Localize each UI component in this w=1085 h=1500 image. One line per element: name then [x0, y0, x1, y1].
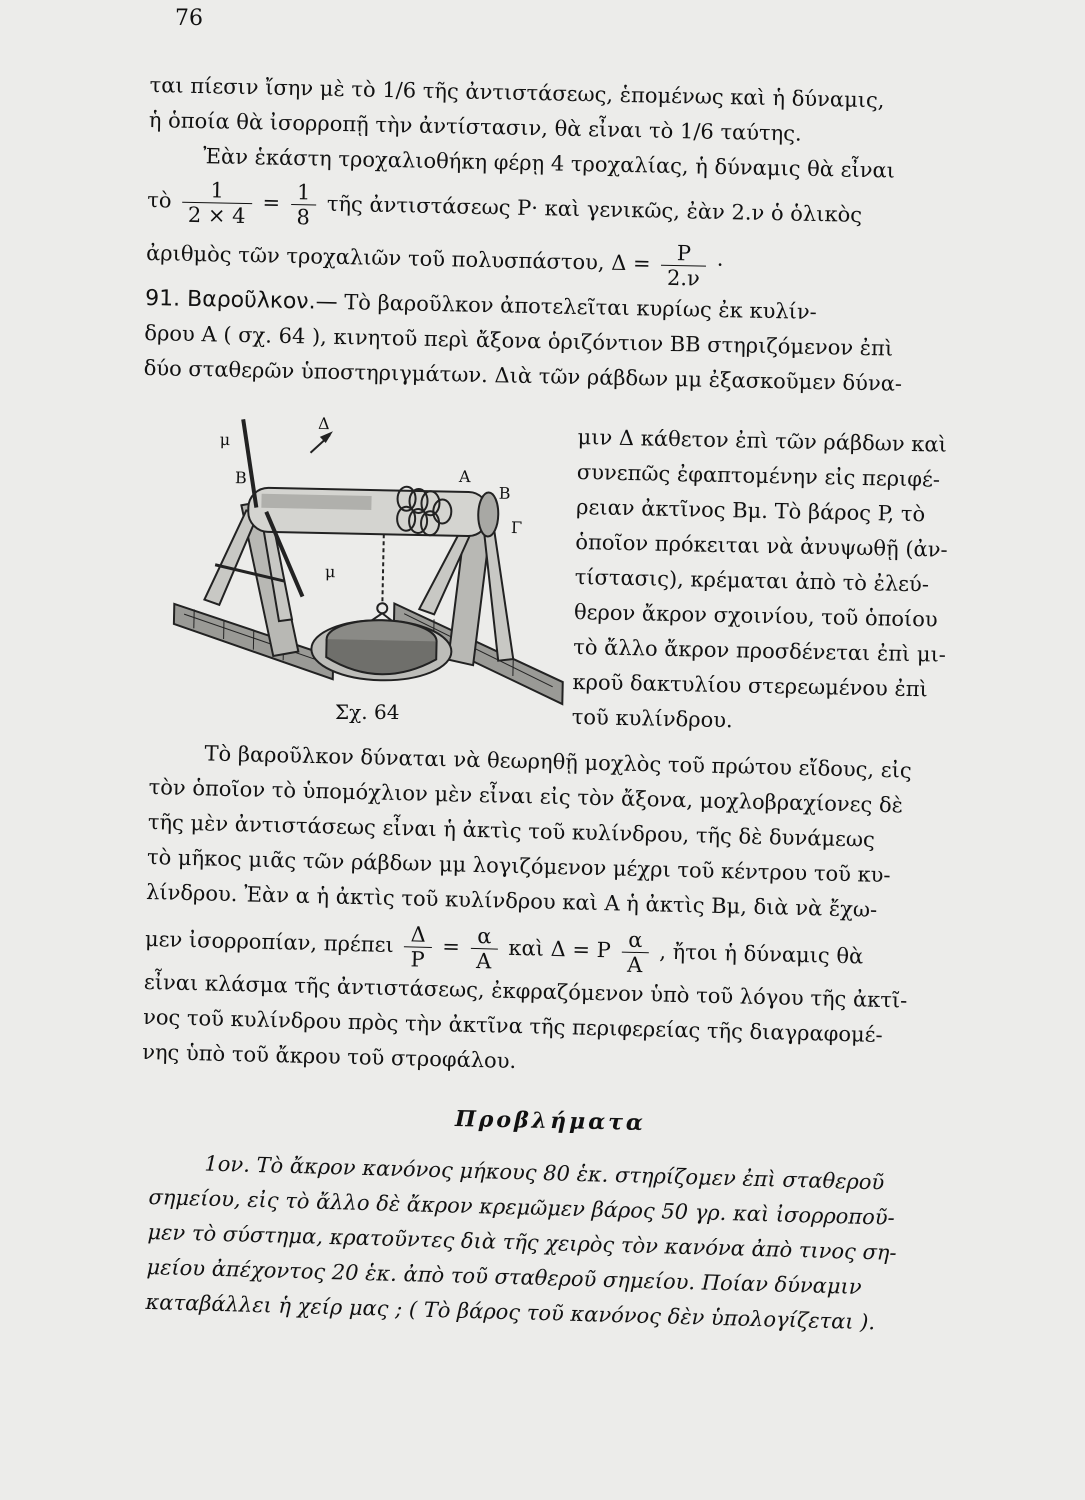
fraction-denominator: 8	[296, 205, 311, 230]
problem-line: καταβάλλει ἡ χείρ μας ; ( Τὸ βάρος τοῦ κανόνος δὲν ὑπολογίζεται ).	[145, 1289, 876, 1335]
paragraph-line: νος τοῦ κυλίνδρου πρὸς τὴν ἀκτῖνα τῆς περιφερείας τῆς διαγραφομέ-	[142, 1004, 883, 1047]
label-gamma: Γ	[510, 517, 523, 538]
paragraph-line: εἶναι κλάσμα τῆς ἀντιστάσεως, ἐκφραζόμενον ὑπὸ τοῦ λόγου τῆς ἀκτῖ-	[143, 969, 908, 1013]
fraction-p-over-2n	[661, 241, 707, 291]
top-text-block	[143, 68, 1024, 404]
paragraph-line: θερον ἄκρον σχοινίου, τοῦ ὁποίου	[573, 599, 938, 632]
label-mu-bottom: μ	[324, 562, 336, 582]
fraction-one-over-eight	[290, 180, 316, 230]
fraction-alpha-over-a-2	[621, 928, 649, 978]
text-fragment: Τὸ βαροῦλκον ἀποτελεῖται κυρίως ἐκ κυλίν-	[344, 290, 818, 325]
figure-side-text	[571, 420, 1037, 745]
paragraph-line: τοῦ κυλίνδρου.	[571, 704, 733, 733]
text-fragment: ἀριθμὸς τῶν τροχαλιῶν τοῦ πολυσπάστου, Δ =	[145, 240, 651, 276]
text-fragment: τῆς ἀντιστάσεως P· καὶ γενικῶς, ἐὰν 2.ν ὁ ὁλικὸς	[326, 191, 863, 227]
paragraph-line: ἡ ὁποία θὰ ἰσορροπῇ τὴν ἀντίστασιν, θὰ εἶναι τὸ 1/6 ταύτης.	[148, 107, 802, 146]
fraction-numerator: 1	[291, 180, 317, 206]
label-b-left: B	[234, 468, 247, 488]
fraction-delta-over-p	[404, 922, 432, 972]
fraction-numerator: 1	[182, 178, 252, 204]
paragraph-line: μιν Δ κάθετον ἐπὶ τῶν ράβδων καὶ	[577, 424, 948, 457]
problems-block	[145, 1145, 1025, 1344]
fraction-denominator: P	[410, 947, 426, 972]
paragraph-line: κροῦ δακτυλίου στερεωμένου ἐπὶ	[572, 669, 929, 702]
label-delta: Δ	[317, 413, 330, 434]
section-heading: 91. Βαροῦλκον.—	[144, 285, 338, 315]
paragraph-line: τίστασις), κρέμαται ἀπὸ τὸ ἐλεύ-	[574, 564, 930, 597]
fraction-numerator: α	[471, 924, 499, 950]
fraction-denominator: 2.ν	[666, 265, 701, 291]
label-a: A	[458, 466, 471, 487]
equals-sign: =	[262, 190, 281, 215]
paragraph-line: Ἐὰν ἑκάστη τροχαλιοθήκη φέρῃ 4 τροχαλίας, ἡ δύναμις θὰ εἶναι	[202, 144, 896, 183]
problem-line: μείου ἀπέχοντος 20 ἑκ. ἀπὸ τοῦ σταθεροῦ σημείου. Ποίαν δύναμιν	[146, 1254, 862, 1299]
text-fragment: τὸ	[146, 187, 172, 213]
paragraph-line: τῆς μὲν ἀντιστάσεως εἶναι ἡ ἀκτὶς τοῦ κυλίνδρου, τῆς δὲ δυνάμεως	[147, 809, 876, 852]
problems-heading: Προβλήματα	[454, 1106, 647, 1136]
paragraph-line: Τὸ βαροῦλκον δύναται νὰ θεωρηθῇ μοχλὸς τοῦ πρώτου εἴδους, εἰς	[204, 741, 912, 783]
paragraph-line: τὸ μῆκος μιᾶς τῶν ράβδων μμ λογιζόμενον μέχρι τοῦ κέντρου τοῦ κυ-	[146, 844, 891, 888]
paragraph-line: δρου A ( σχ. 64 ), κινητοῦ περὶ ἄξονα ὁριζόντιον BB στηριζόμενον ἐπὶ	[144, 320, 894, 361]
problem-line: μεν τὸ σύστημα, κρατοῦντες διὰ τῆς χειρὸς τὸν κανόνα ἀπὸ τινος ση-	[147, 1219, 897, 1265]
text-fragment: καὶ Δ = P	[508, 935, 612, 963]
windlass-illustration	[162, 414, 578, 723]
equals-sign: =	[441, 934, 461, 959]
problem-line: 1ον. Τὸ ἄκρον κανόνος μήκους 80 ἑκ. στηρίζομεν ἐπὶ σταθεροῦ	[204, 1151, 885, 1195]
text-fragment: μεν ἰσορροπίαν, πρέπει	[144, 926, 395, 958]
fraction-numerator: α	[621, 928, 649, 954]
paragraph-line: ὁποῖον πρόκειται νὰ ἀνυψωθῇ (ἀν-	[575, 529, 948, 562]
fraction-denominator: A	[626, 952, 643, 978]
text-fragment: ·	[716, 252, 724, 278]
label-mu-top: μ	[219, 429, 231, 450]
windlass-figure	[162, 414, 578, 733]
paragraph-line: λίνδρου. Ἐὰν α ἡ ἀκτὶς τοῦ κυλίνδρου καὶ A ἡ ἀκτὶς Bμ, διὰ νὰ ἔχω-	[145, 879, 878, 922]
fraction-denominator: A	[475, 949, 492, 974]
paragraph-line: ται πίεσιν ἴσην μὲ τὸ 1/6 τῆς ἀντιστάσεως, ἑπομένως καὶ ἡ δύναμις,	[149, 72, 885, 113]
paragraph-line: ρειαν ἀκτῖνος Bμ. Τὸ βάρος P, τὸ	[575, 494, 926, 527]
fraction-denominator: 2 × 4	[187, 202, 246, 229]
page-number: 76	[175, 6, 203, 31]
paragraph-line: συνεπῶς ἐφαπτομένην εἰς περιφέ-	[576, 459, 941, 492]
fraction-numerator: Δ	[404, 922, 432, 948]
paragraph-line: δύο σταθερῶν ὑποστηριγμάτων. Διὰ τῶν ράβδων μμ ἐξασκοῦμεν δύνα-	[143, 355, 903, 396]
paragraph-line: τὸ ἄλλο ἄκρον προσδένεται ἐπὶ μι-	[572, 634, 947, 667]
problem-line: σημείου, εἰς τὸ ἄλλο δὲ ἄκρον κρεμῶμεν βάρος 50 γρ. καὶ ἰσορροποῦ-	[148, 1184, 896, 1230]
fraction-numerator: P	[661, 241, 706, 267]
fraction-one-over-two-times-four	[182, 178, 253, 228]
paragraph-line: νης ὑπὸ τοῦ ἄκρου τοῦ στροφάλου.	[141, 1039, 517, 1074]
paragraph-line: τὸν ὁποῖον τὸ ὑπομόχλιον μὲν εἶναι εἰς τὸν ἄξονα, μοχλοβραχίονες δὲ	[148, 774, 904, 818]
fraction-alpha-over-a	[470, 924, 498, 974]
windlass-explanation	[142, 735, 1025, 1091]
label-b-right: B	[498, 483, 511, 503]
figure-caption: Σχ. 64	[335, 700, 400, 724]
text-fragment: , ἤτοι ἡ δύναμις θὰ	[659, 939, 864, 969]
